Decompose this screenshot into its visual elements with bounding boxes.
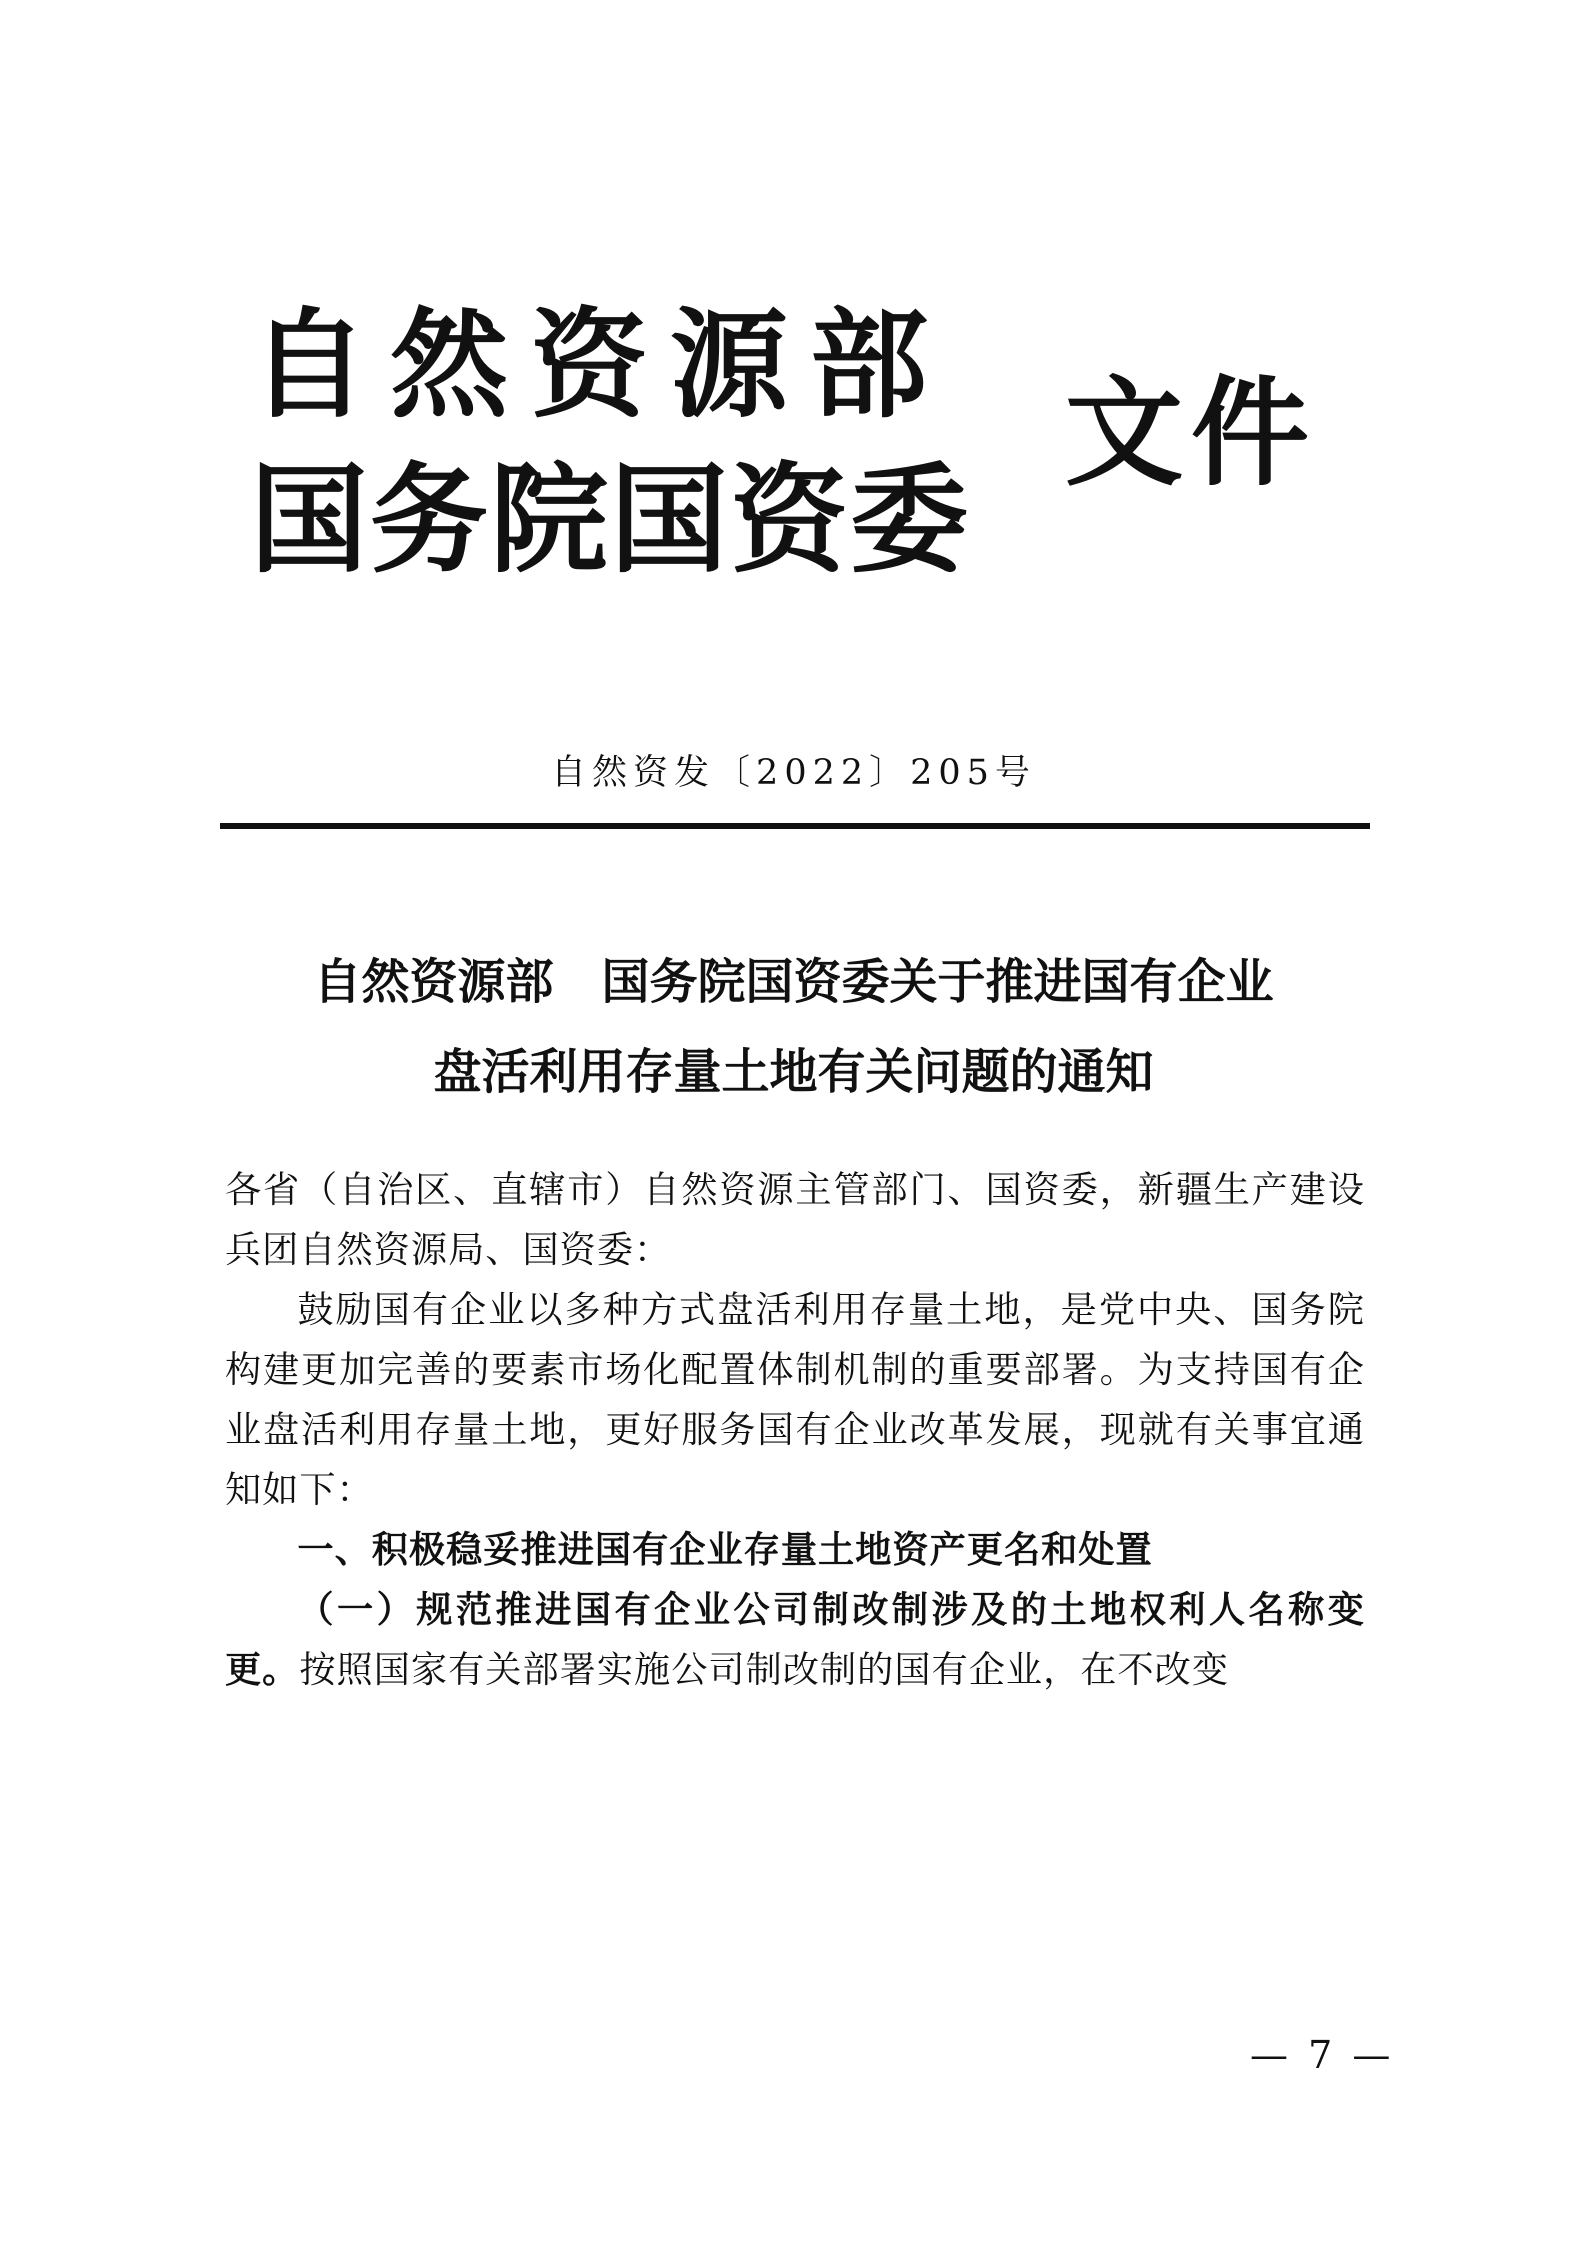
item-1-heading: （一）规范推进国有企业公司制改制涉及的土地权利人名称变更。 <box>225 1588 1365 1691</box>
item-1-text: 按照国家有关部署实施公司制改制的国有企业，在不改变 <box>299 1648 1230 1691</box>
header-separator-rule <box>220 823 1370 829</box>
item-1-paragraph <box>225 1580 1365 1700</box>
issuer-name-natural-resources: 自然资源部 <box>250 296 951 434</box>
salutation: 各省（自治区、直辖市）自然资源主管部门、国资委，新疆生产建设兵团自然资源局、国资委： <box>225 1168 1365 1271</box>
page-number: — 7 — <box>1250 2033 1395 2077</box>
document-title-line-1: 自然资源部 国务院国资委关于推进国有企业 <box>313 954 1274 1010</box>
intro-paragraph: 鼓励国有企业以多种方式盘活利用存量土地，是党中央、国务院构建更加完善的要素市场化配置体制机制的重要部署。为支持国有企业盘活利用存量土地，更好服务国有企业改革发展，现就有关事宜通知如下： <box>225 1288 1365 1511</box>
document-body <box>225 1160 1365 1700</box>
section-1-heading: 一、积极稳妥推进国有企业存量土地资产更名和处置 <box>297 1528 1153 1571</box>
issuer-name-sasac: 国务院国资委 <box>250 451 971 589</box>
document-type-label: 文件 <box>1065 364 1318 502</box>
document-title-line-2: 盘活利用存量土地有关问题的通知 <box>433 1044 1154 1100</box>
document-number: 自然资发〔2022〕205号 <box>551 753 1036 793</box>
